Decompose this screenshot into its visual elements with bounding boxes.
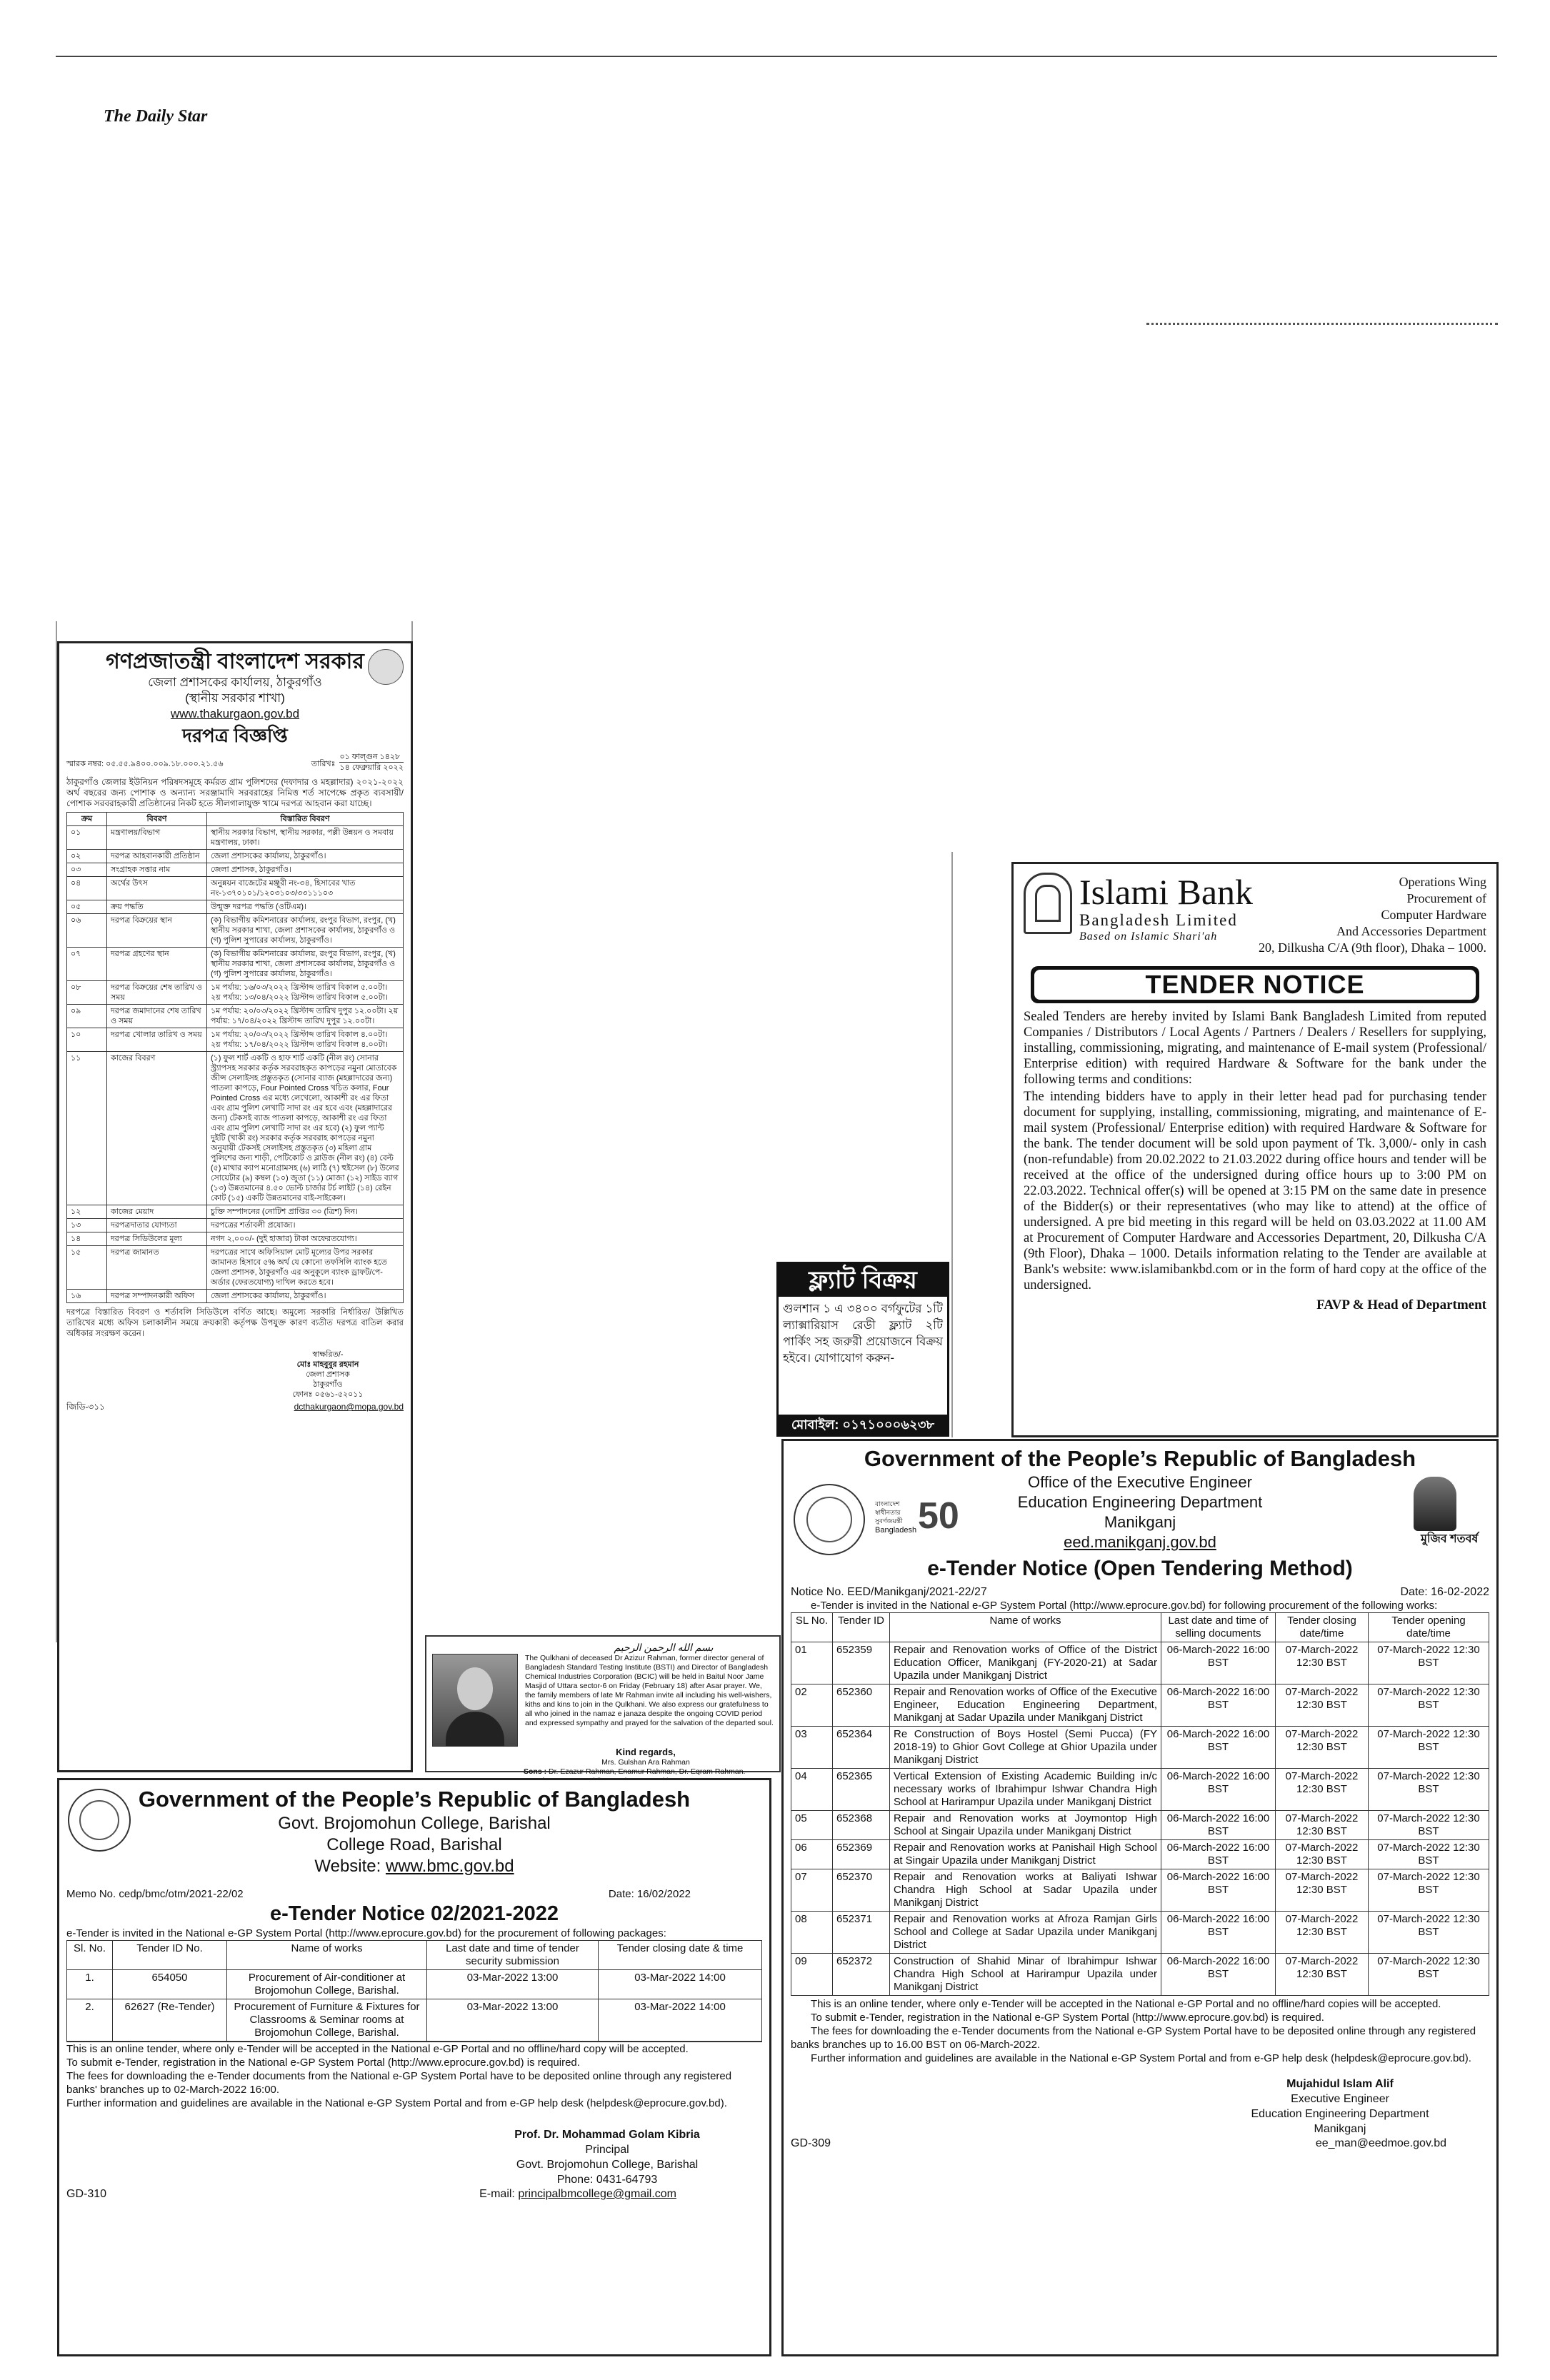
note-1: This is an online tender, where only e-Tender will be accepted in the National e-GP Portal and no offline/hard copy will be accepted. [66, 2043, 689, 2055]
row-work: Repair and Renovation works at Panishail High School at Singair Upazila under Manikganj District [890, 1840, 1161, 1869]
table-row [67, 1999, 762, 2042]
row-sl: 05 [791, 1811, 833, 1840]
row-id: 652368 [833, 1811, 890, 1840]
intro-text: ঠাকুরগাঁও জেলার ইউনিয়ন পরিষদসমূহে কর্মরত গ্রাম পুলিশদের (দফাদার ও মহল্লাদার) ২০২১-২০২২ অর্থ বছরের জন্য পোশাক ও অন্যান্য সরঞ্জামাদি সরবরাহের নিমিত্ত শর্ত সাপেক্ষে প্রকৃত ব্যবসায়ী/পোশাক সরবরাহকারী প্রতিষ্ঠানের নিকট হতে সীলগালাযুক্ত খামে দরপত্র আহবান করা যাচ্ছে। [66, 777, 404, 808]
gov-title: Government of the People’s Republic of Bangladesh [138, 1787, 691, 1812]
islami-para-1: Sealed Tenders are hereby invited by Islami Bank Bangladesh Limited from reputed Companies / Distributors / Local Agents / Partners / Dealers / Resellers for supplying, installing, commissioning, migrating, and maintenance of E-mail system (Professional/ Enterprise edition) with required Hardware & Software for the bank under the following terms and conditions: [1024, 1010, 1486, 1087]
notice-date: Date: 16/02/2022 [608, 1888, 691, 1900]
signed-label: স্বাক্ষরিত/- [312, 1350, 344, 1359]
intro-text: e-Tender is invited in the National e-GP System Portal (http://www.eprocure.gov.bd) for the procurement of following packages: [66, 1927, 666, 1939]
flat-sale-phone: মোবাইল: ০১৭১০০০৬২৩৮ [779, 1415, 947, 1435]
office-line-1: Office of the Executive Engineer [1028, 1473, 1252, 1491]
row-id: 652360 [833, 1684, 890, 1727]
table-row [791, 1840, 1489, 1869]
row-close: 07-March-2022 12:30 BST [1276, 1684, 1369, 1727]
gov-title: গণপ্রজাতন্ত্রী বাংলাদেশ সরকার [106, 650, 364, 673]
flat-sale-title: ফ্ল্যাট বিক্রয় [779, 1264, 947, 1297]
row-item: দরপত্র গ্রহণের স্থান [107, 948, 207, 981]
row-item: দরপত্রদাতার যোগ্যতা [107, 1219, 207, 1232]
row-open: 07-March-2022 12:30 BST [1369, 1684, 1489, 1727]
row-sl: ০৬ [67, 914, 107, 948]
portrait-icon [368, 649, 404, 685]
row-detail: স্থানীয় সরকার বিভাগ, স্থানীয় সরকার, পল্লী উন্নয়ন ও সমবায় মন্ত্রণালয়, ঢাকা। [207, 826, 404, 850]
email-link[interactable]: principalbmcollege@gmail.com [518, 2188, 676, 2200]
note-2: To submit e-Tender, registration in the National e-GP System Portal (http://www.eprocure.gov.bd) is required. [66, 2057, 580, 2069]
mujib-portrait-icon [1414, 1477, 1456, 1531]
anniversary-50-icon: 50 [918, 1495, 959, 1537]
tender-table [66, 1940, 762, 2042]
bank-tagline: Based on Islamic Shari'ah [1079, 930, 1218, 943]
email-link[interactable]: dcthakurgaon@mopa.gov.bd [294, 1402, 404, 1412]
flat-sale-ad [776, 1262, 949, 1437]
row-item: অর্থের উৎস [107, 877, 207, 900]
row-sl: 07 [791, 1869, 833, 1912]
row-work: Procurement of Air-conditioner at Brojomohun College, Barishal. [227, 1970, 427, 1999]
notice-title: দরপত্র বিজ্ঞপ্তি [182, 725, 288, 746]
signer-title: জেলা প্রশাসক [306, 1370, 350, 1379]
islami-bank-notice [1011, 862, 1499, 1437]
col-sl: ক্রম [67, 813, 107, 826]
signer-place: Manikganj [1314, 2123, 1366, 2135]
row-last: 03-Mar-2022 13:00 [427, 1970, 599, 1999]
row-sl: ১৩ [67, 1219, 107, 1232]
column-header: Tender closing date/time [1276, 1613, 1369, 1642]
islami-para-2: The intending bidders have to apply in their letter head pad for purchasing tender document for supplying, installing, commissioning, migrating, and maintenance of E-mail system (Professional/ Enterprise edition) with required Hardware & Software for the bank. The tender document will be sold upon payment of Tk. 3,000/- only in cash (non-refundable) from 20.02.2022 to 21.03.2022 during office hours and tender will be received at the office of the undersigned during office hours up to 3:00 PM on 22.03.2022. Technical offer(s) will be opened at 3:15 PM on the same date in presence of the Bidder(s) or their representatives (who may like to attend) at the office of undersigned. A pre bid meeting in this regard will be held on 03.03.2022 at 11.00 AM at Procurement of Computer Hardware and Accessories Department, 20, Dilkusha C/A (9th Floor), Dhaka – 1000. Details information relating to the Tender are available at Bank's website: www.islamibankbd.com or in the form of hard copy at the office of the undersigned. [1024, 1090, 1486, 1292]
flat-sale-body: গুলশান ১ এ ৩৪০০ বর্গফুটের ১টি ল্যাক্সারিয়াস রেডী ফ্ল্যাট ২টি পার্কিং সহ জরুরী প্রয়োজনে বিক্রয় হইবে। যোগাযোগ করুন- [783, 1302, 943, 1365]
memo-number: স্মারক নম্বর: ০৫.৫৫.৯৪০০.০০৯.১৮.০০০.২১.৫৬ [66, 760, 224, 768]
website-link[interactable]: eed.manikganj.gov.bd [1064, 1533, 1216, 1551]
row-sl: ০৯ [67, 1005, 107, 1028]
table-row [67, 948, 404, 981]
row-sl: 2. [67, 1999, 113, 2042]
row-sl: 09 [791, 1954, 833, 1996]
gd-code: GD-310 [66, 2188, 107, 2200]
col-item: বিবরণ [107, 813, 207, 826]
note-1: This is an online tender, where only e-Tender will be accepted in the National e-GP Portal and no offline/hard copies will be accepted. [811, 1998, 1441, 2010]
row-item: দরপত্র আহবানকারী প্রতিষ্ঠান [107, 850, 207, 863]
row-close: 07-March-2022 12:30 BST [1276, 1869, 1369, 1912]
row-detail: চুক্তি সম্পাদনের (নোটিশ প্রাপ্তির ৩০ (ত্রিশ) দিন। [207, 1205, 404, 1219]
row-open: 07-March-2022 12:30 BST [1369, 1769, 1489, 1811]
masthead-logo: The Daily Star [104, 107, 208, 126]
row-item: দরপত্র বিক্রয়ের স্থান [107, 914, 207, 948]
row-item: কাজের বিবরণ [107, 1052, 207, 1205]
table-row [791, 1769, 1489, 1811]
row-sl: ১৫ [67, 1246, 107, 1290]
manikganj-notice [781, 1439, 1499, 2356]
row-work: Repair and Renovation works at Baliyati Ishwar Chandra High School at Sadar Upazila under Manikganj District [890, 1869, 1161, 1912]
row-sl: ০৩ [67, 863, 107, 877]
note-3: The fees for downloading the e-Tender documents from the National e-GP System Portal have to be deposited online through any registered banks branches up to 16.00 BST on 06-March-2022. [791, 2025, 1476, 2051]
row-sl: ০৮ [67, 981, 107, 1005]
row-item: দরপত্র জামানত [107, 1246, 207, 1290]
table-row [67, 900, 404, 914]
college-name: Govt. Brojomohun College, Barishal [278, 1814, 551, 1833]
table-row [67, 877, 404, 900]
table-row [67, 1246, 404, 1290]
date-en: ১৪ ফেব্রুয়ারি ২০২২ [339, 763, 404, 772]
signer-college: Govt. Brojomohun College, Barishal [516, 2159, 699, 2171]
thakurgaon-notice [57, 641, 413, 1772]
row-item: দরপত্র খোলার তারিখ ও সময় [107, 1028, 207, 1052]
table-row [67, 826, 404, 850]
office: জেলা প্রশাসকের কার্যালয়, ঠাকুরগাঁও [148, 676, 322, 689]
row-id: 62627 (Re-Tender) [113, 1999, 227, 2042]
college-seal-icon [68, 1789, 131, 1852]
row-close: 07-March-2022 12:30 BST [1276, 1642, 1369, 1684]
note-2: To submit e-Tender, registration in the National e-GP System Portal (http://www.eprocure.gov.bd) is required. [811, 2012, 1324, 2024]
row-sell: 06-March-2022 16:00 BST [1161, 1912, 1276, 1954]
column-header: Name of works [890, 1613, 1161, 1642]
table-row [791, 1869, 1489, 1912]
islami-signoff: FAVP & Head of Department [1316, 1297, 1486, 1312]
row-close: 03-Mar-2022 14:00 [599, 1970, 762, 1999]
table-row [791, 1727, 1489, 1769]
dept-line-1: Operations Wing [1399, 875, 1486, 889]
portrait-photo [432, 1654, 518, 1747]
row-id: 652365 [833, 1769, 890, 1811]
gd-code: জিডি-৩১১ [66, 1402, 105, 1412]
note-3: The fees for downloading the e-Tender documents from the National e-GP System Portal have to be deposited online through any registered banks' branches up to 02-March-2022 16:00. [66, 2070, 732, 2096]
bank-sub: Bangladesh Limited [1079, 911, 1238, 929]
row-detail: (১) ফুল শার্ট একটি ও হাফ শার্ট একটি (নীল রং) সোনার স্ট্র্যাপসহ সরকার কর্তৃক সরবরাহকৃত কাপড়ের নমুনা মোতাবেক জীন্স সেলাইসহ প্রস্তুতকৃত (সোনার ব্যাজ (মহল্লাদারের জন্য) পাতলা কাপড়ে, Four Pointed Cross খচিত কলার, Four Pointed Cross এর মধ্যে লেখেলো, আকাশী রং এর ফিতা এবং গ্রাম পুলিশ লেখাটি সাদা রং এর হবে এবং (মহল্লাদারের জন্য) টেকসই ব্যাজ পাতলা কাপড়ে, আকাশী রং এর ফিতা এবং গ্রাম পুলিশ লেখাটি সাদা রং এর হবে) (২) ফুল প্যান্ট দুইটি (খাকী রং) সরকার কর্তৃক সরবরাহ কাপড়ের নমুনা অনুযায়ী টেকসই সেলাইসহ প্রস্তুতকৃত (৩) মহিলা গ্রাম পুলিশের জন্য শাড়ী, পেটিকোট ও ব্লাউজ (নীল রং) (৪) বেল্ট (৫) মাথার ক্যাপ মনোগ্রামসহ (৬) লাঠি (৭) হুইসেল (৮) উলের সোয়েটার (৯) কম্বল (১০) জুতা (১১) মোজা (১২) সাইড ব্যাগ (১৩) উন্নতমানের ৪.৫০ ভোল্ট চার্জার টর্চ লাইট (১৪) রেইন কোট (১৫) একটি উন্নতমানের বাই-সাইকেল। [207, 1052, 404, 1205]
row-item: ক্রয় পদ্ধতি [107, 900, 207, 914]
office-line-3: Manikganj [1104, 1513, 1176, 1531]
row-sell: 06-March-2022 16:00 BST [1161, 1869, 1276, 1912]
row-id: 652370 [833, 1869, 890, 1912]
column-header: Sl. No. [67, 1941, 113, 1970]
website-link[interactable]: www.thakurgaon.gov.bd [170, 707, 300, 720]
row-open: 07-March-2022 12:30 BST [1369, 1912, 1489, 1954]
sons-names: Dr. Ezazur Rahman, Enamur Rahman, Dr. Eqram Rahman. [549, 1767, 746, 1776]
table-row [67, 914, 404, 948]
kind-regards: Kind regards, [616, 1747, 676, 1757]
row-id: 654050 [113, 1970, 227, 1999]
row-open: 07-March-2022 12:30 BST [1369, 1727, 1489, 1769]
memo-number: Memo No. cedp/bmc/otm/2021-22/02 [66, 1888, 244, 1900]
column-header: Last date and time of tender security submission [427, 1941, 599, 1970]
row-close: 07-March-2022 12:30 BST [1276, 1811, 1369, 1840]
row-id: 652372 [833, 1954, 890, 1996]
row-work: Vertical Extension of Existing Academic Building in/c necessary works of Ibrahimpur Ishwar Chandra High School at Harirampur Upazila under Manikganj District [890, 1769, 1161, 1811]
row-open: 07-March-2022 12:30 BST [1369, 1840, 1489, 1869]
signer-phone: Phone: 0431-64793 [556, 2174, 658, 2186]
tender-notice-banner: TENDER NOTICE [1031, 966, 1479, 1003]
row-sl: 01 [791, 1642, 833, 1684]
table-row [67, 1232, 404, 1246]
row-sl: ০১ [67, 826, 107, 850]
row-id: 652369 [833, 1840, 890, 1869]
obituary-notice [425, 1635, 781, 1776]
gov-title: Government of the People’s Republic of Bangladesh [864, 1446, 1416, 1471]
note-4: Further information and guidelines are available in the National e-GP System Portal and from e-GP help desk (helpdesk@eprocure.gov.bd). [66, 2097, 727, 2109]
column-header: Tender ID No. [113, 1941, 227, 1970]
tender-table [791, 1612, 1489, 1996]
row-sl: 08 [791, 1912, 833, 1954]
notice-date: Date: 16-02-2022 [1400, 1586, 1489, 1598]
dept-line-5: 20, Dilkusha C/A (9th floor), Dhaka – 1000. [1259, 940, 1486, 955]
row-item: দরপত্র বিক্রয়ের শেষ তারিখ ও সময় [107, 981, 207, 1005]
row-sl: ১১ [67, 1052, 107, 1205]
office-line-2: Education Engineering Department [1017, 1493, 1263, 1511]
row-close: 07-March-2022 12:30 BST [1276, 1954, 1369, 1996]
row-id: 652359 [833, 1642, 890, 1684]
signer-name: Mujahidul Islam Alif [1286, 2078, 1394, 2090]
table-row [791, 1954, 1489, 1996]
wife-name: Mrs. Gulshan Ara Rahman [601, 1758, 690, 1767]
row-item: দরপত্র সিডিউলের মূল্য [107, 1232, 207, 1246]
column-header: SL No. [791, 1613, 833, 1642]
row-detail: দরপত্রের সাথে অফিসিয়াল মোট মূল্যের উপর সরকার জামানত হিসাবে ৫% অর্থ যে কোনো তফসিলি ব্যাংক হতে জেলা প্রশাসক, ঠাকুরগাঁও এর অনুকূলে ব্যাংক ড্রাফট/পে-অর্ডার (ফেরতযোগ্য) দাখিল করতে হবে। [207, 1246, 404, 1290]
row-detail: (ক) বিভাগীয় কমিশনারের কার্যালয়, রংপুর বিভাগ, রংপুর, (খ) স্থানীয় সরকার শাখা, জেলা প্রশাসকের কার্যালয়, ঠাকুরগাঁও ও (গ) পুলিশ সুপারের কার্যালয়, ঠাকুরগাঁও। [207, 914, 404, 948]
row-sl: 03 [791, 1727, 833, 1769]
dotted-rule [1146, 323, 1498, 325]
row-close: 03-Mar-2022 14:00 [599, 1999, 762, 2042]
date-label: তারিখঃ [311, 760, 336, 768]
table-row [67, 1028, 404, 1052]
column-header: Tender opening date/time [1369, 1613, 1489, 1642]
signer-name: মোঃ মাহবুবুর রহমান [296, 1360, 359, 1369]
table-row [791, 1684, 1489, 1727]
table-row [791, 1912, 1489, 1954]
row-open: 07-March-2022 12:30 BST [1369, 1811, 1489, 1840]
row-detail: ১ম পর্যায়: ১৬/০৩/২০২২ খ্রিস্টাব্দ তারিখ বিকাল ৫.০০টা। ২য় পর্যায়: ১৩/০৪/২০২২ খ্রিস্টাব্দ তারিখ বিকাল ৫.০০টা। [207, 981, 404, 1005]
row-sl: ০২ [67, 850, 107, 863]
row-open: 07-March-2022 12:30 BST [1369, 1869, 1489, 1912]
mujib-centenary-logo: মুজিব শতবর্ষ [1421, 1533, 1479, 1545]
row-id: 652364 [833, 1727, 890, 1769]
college-road: College Road, Barishal [326, 1835, 502, 1854]
column-header: Name of works [227, 1941, 427, 1970]
col-detail: বিস্তারিত বিবরণ [207, 813, 404, 826]
notice-number: Notice No. EED/Manikganj/2021-22/27 [791, 1586, 987, 1598]
branch: (স্থানীয় সরকার শাখা) [185, 691, 285, 705]
row-sl: ১৬ [67, 1290, 107, 1303]
signer-title: Executive Engineer [1291, 2093, 1389, 2105]
row-sell: 06-March-2022 16:00 BST [1161, 1954, 1276, 1996]
row-sell: 06-March-2022 16:00 BST [1161, 1727, 1276, 1769]
table-row [67, 1005, 404, 1028]
row-work: Re Construction of Boys Hostel (Semi Pucca) (FY 2018-19) to Ghior Govt College at Ghior Upazila under Manikganj District [890, 1727, 1161, 1769]
table-row [67, 850, 404, 863]
note-4: Further information and guidelines are available in the National e-GP System Portal and from e-GP help desk (helpdesk@eprocure.gov.bd). [811, 2052, 1471, 2064]
table-row [791, 1811, 1489, 1840]
table-row [67, 1290, 404, 1303]
row-detail: উন্মুক্ত দরপত্র পদ্ধতি (ওটিএম)। [207, 900, 404, 914]
footer-text: দরপত্রে বিস্তারিত বিবরণ ও শর্তাবলি সিডিউলে বর্ণিত আছে। অমুল্যে সরকারি নির্ধারিত/ উল্লিখিত তারিখের মধ্যে অফিস চলাকালীন সময়ে ক্রয়কারী কর্তৃপক্ষ উপযুক্ত কারণ ব্যতীত দরপত্র বাতিল করার অধিকার সংরক্ষণ করেন। [66, 1308, 404, 1338]
dept-line-4: And Accessories Department [1336, 924, 1486, 938]
signer-title: Principal [585, 2144, 629, 2156]
column-header: Tender ID [833, 1613, 890, 1642]
row-item: দরপত্র সম্পাদনকারী অফিস [107, 1290, 207, 1303]
row-open: 07-March-2022 12:30 BST [1369, 1642, 1489, 1684]
row-sell: 06-March-2022 16:00 BST [1161, 1840, 1276, 1869]
row-work: Construction of Shahid Minar of Ibrahimpur Ishwar Chandra High School at Harirampur Upazila under Manikganj District [890, 1954, 1161, 1996]
row-work: Repair and Renovation works at Joymontop High School at Singair Upazila under Manikganj District [890, 1811, 1161, 1840]
row-close: 07-March-2022 12:30 BST [1276, 1769, 1369, 1811]
signer-name: Prof. Dr. Mohammad Golam Kibria [514, 2129, 700, 2141]
row-work: Repair and Renovation works of Office of the Executive Engineer, Education Engineering Department, Manikganj at Sadar Upazila under Manikganj District [890, 1684, 1161, 1727]
row-sl: 04 [791, 1769, 833, 1811]
row-close: 07-March-2022 12:30 BST [1276, 1912, 1369, 1954]
table-row [67, 863, 404, 877]
table-row [67, 1970, 762, 1999]
row-sell: 06-March-2022 16:00 BST [1161, 1769, 1276, 1811]
row-sell: 06-March-2022 16:00 BST [1161, 1811, 1276, 1840]
row-detail: জেলা প্রশাসকের কার্যালয়, ঠাকুরগাঁও। [207, 850, 404, 863]
row-sl: ১৪ [67, 1232, 107, 1246]
table-row [67, 1219, 404, 1232]
govt-seal-icon [794, 1484, 865, 1555]
row-last: 03-Mar-2022 13:00 [427, 1999, 599, 2042]
website-label: Website: [314, 1857, 381, 1876]
email-link[interactable]: ee_man@eedmoe.gov.bd [1315, 2137, 1446, 2149]
row-detail: জেলা প্রশাসকের কার্যালয়, ঠাকুরগাঁও। [207, 1290, 404, 1303]
row-detail: ১ম পর্যায়: ২০/০৩/২০২২ খ্রিস্টাব্দ তারিখ বিকাল ৪.০০টা। ২য় পর্যায়: ১৭/০৪/২০২২ খ্রিস্টাব্দ তারিখ বিকাল ৪.০০টা। [207, 1028, 404, 1052]
row-detail: নগদ ২,০০০/- (দুই হাজার) টাকা অফেরতযোগ্য। [207, 1232, 404, 1246]
row-detail: অনুন্নয়ন বাজেটের মঞ্জুরী নং-৩৪, হিসাবের খাত নং-১৩৭০১০১/১২০৩১০৩/৩৩১১১০৩ [207, 877, 404, 900]
row-close: 07-March-2022 12:30 BST [1276, 1727, 1369, 1769]
website-link[interactable]: www.bmc.gov.bd [385, 1857, 514, 1876]
table-row [67, 1052, 404, 1205]
row-detail: (ক) বিভাগীয় কমিশনারের কার্যালয়, রংপুর বিভাগ, রংপুর, (খ) স্থানীয় সরকার শাখা, জেলা প্রশাসকের কার্যালয়, ঠাকুরগাঁও ও (গ) পুলিশ সুপারের কার্যালয়, ঠাকুরগাঁও। [207, 948, 404, 981]
signer-phone: ফোনঃ ০৫৬১-৫২০১১ [292, 1390, 364, 1399]
signer-place: ঠাকুরগাঁও [313, 1380, 343, 1389]
row-work: Procurement of Furniture & Fixtures for Classrooms & Seminar rooms at Brojomohun College, Barishal. [227, 1999, 427, 2042]
row-detail: ১ম পর্যায়: ২০/০৩/২০২২ খ্রিস্টাব্দ তারিখ দুপুর ১২.০০টা। ২য় পর্যায়: ১৭/০৪/২০২২ খ্রিস্টাব্দ তারিখ দুপুর ১২.০০টা। [207, 1005, 404, 1028]
row-item: কাজের মেয়াদ [107, 1205, 207, 1219]
row-sl: ১২ [67, 1205, 107, 1219]
row-item: দরপত্র জমাদানের শেষ তারিখ ও সময় [107, 1005, 207, 1028]
row-sl: ১০ [67, 1028, 107, 1052]
row-detail: জেলা প্রশাসক, ঠাকুরগাঁও। [207, 863, 404, 877]
bank-name: Islami Bank [1079, 872, 1254, 912]
signer-dept: Education Engineering Department [1251, 2108, 1429, 2120]
row-sl: ০৭ [67, 948, 107, 981]
row-sell: 06-March-2022 16:00 BST [1161, 1642, 1276, 1684]
row-open: 07-March-2022 12:30 BST [1369, 1954, 1489, 1996]
table-row [791, 1642, 1489, 1684]
row-item: মন্ত্রণালয়/বিভাগ [107, 826, 207, 850]
arabic-calligraphy: بسم الله الرحمن الرحيم [614, 1642, 714, 1653]
date-bn: ০১ ফাল্গুন ১৪২৮ [339, 752, 404, 763]
row-sl: ০৫ [67, 900, 107, 914]
row-sl: 1. [67, 1970, 113, 1999]
row-work: Repair and Renovation works of Office of the District Education Officer, Manikganj (FY-2020-21) at Sadar Upazila under Manikganj District [890, 1642, 1161, 1684]
row-detail: দরপত্রের শর্তাবলী প্রযোজ্য। [207, 1219, 404, 1232]
intro-text: e-Tender is invited in the National e-GP System Portal (http://www.eprocure.gov.bd) for following procurement of the following works: [811, 1600, 1438, 1612]
email-label: E-mail: [479, 2188, 515, 2200]
row-sell: 06-March-2022 16:00 BST [1161, 1684, 1276, 1727]
gd-code: GD-309 [791, 2137, 831, 2149]
notice-title: e-Tender Notice 02/2021-2022 [269, 1902, 559, 1925]
row-close: 07-March-2022 12:30 BST [1276, 1840, 1369, 1869]
islami-bank-logo-icon [1024, 873, 1072, 934]
tender-table [66, 812, 404, 1303]
dept-line-2: Procurement of [1406, 891, 1486, 905]
notice-title: e-Tender Notice (Open Tendering Method) [927, 1557, 1353, 1580]
obituary-text: The Qulkhani of deceased Dr Azizur Rahman, former director general of Bangladesh Standard Testing Institute (BSTI) and Director of Bangladesh Chemical Industries Corporation (BCIC) will be held in Baitul Noor Jame Masjid of Uttara sector-6 on Friday (February 18) after Asar prayer. We, the family members of late Mr Rahman invite all including his well-wishers, kiths and kins to join in the Qulkhani. We also express our gratefulness to all who joined in the namaz e janaza despite the ongoing COVID period and expressed sympathy and prayed for the salvation of the departed soul. [525, 1654, 774, 1727]
anniversary-text: বাংলাদেশ স্বাধীনতার সুবর্ণজয়ন্তী [875, 1500, 903, 1525]
row-sl: 06 [791, 1840, 833, 1869]
row-item: সংগ্রাহক সত্তার নাম [107, 863, 207, 877]
column-header: Tender closing date & time [599, 1941, 762, 1970]
column-header: Last date and time of selling documents [1161, 1613, 1276, 1642]
row-sl: ০৪ [67, 877, 107, 900]
dept-line-3: Computer Hardware [1381, 908, 1486, 922]
table-row [67, 1205, 404, 1219]
row-work: Repair and Renovation works at Afroza Ramjan Girls School and College at Sadar Upazila under Manikganj District [890, 1912, 1161, 1954]
barishal-notice [57, 1778, 771, 2356]
sons-label: Sons : [524, 1767, 547, 1776]
anniversary-sub: Bangladesh [875, 1526, 917, 1535]
table-row [67, 981, 404, 1005]
row-id: 652371 [833, 1912, 890, 1954]
row-sl: 02 [791, 1684, 833, 1727]
